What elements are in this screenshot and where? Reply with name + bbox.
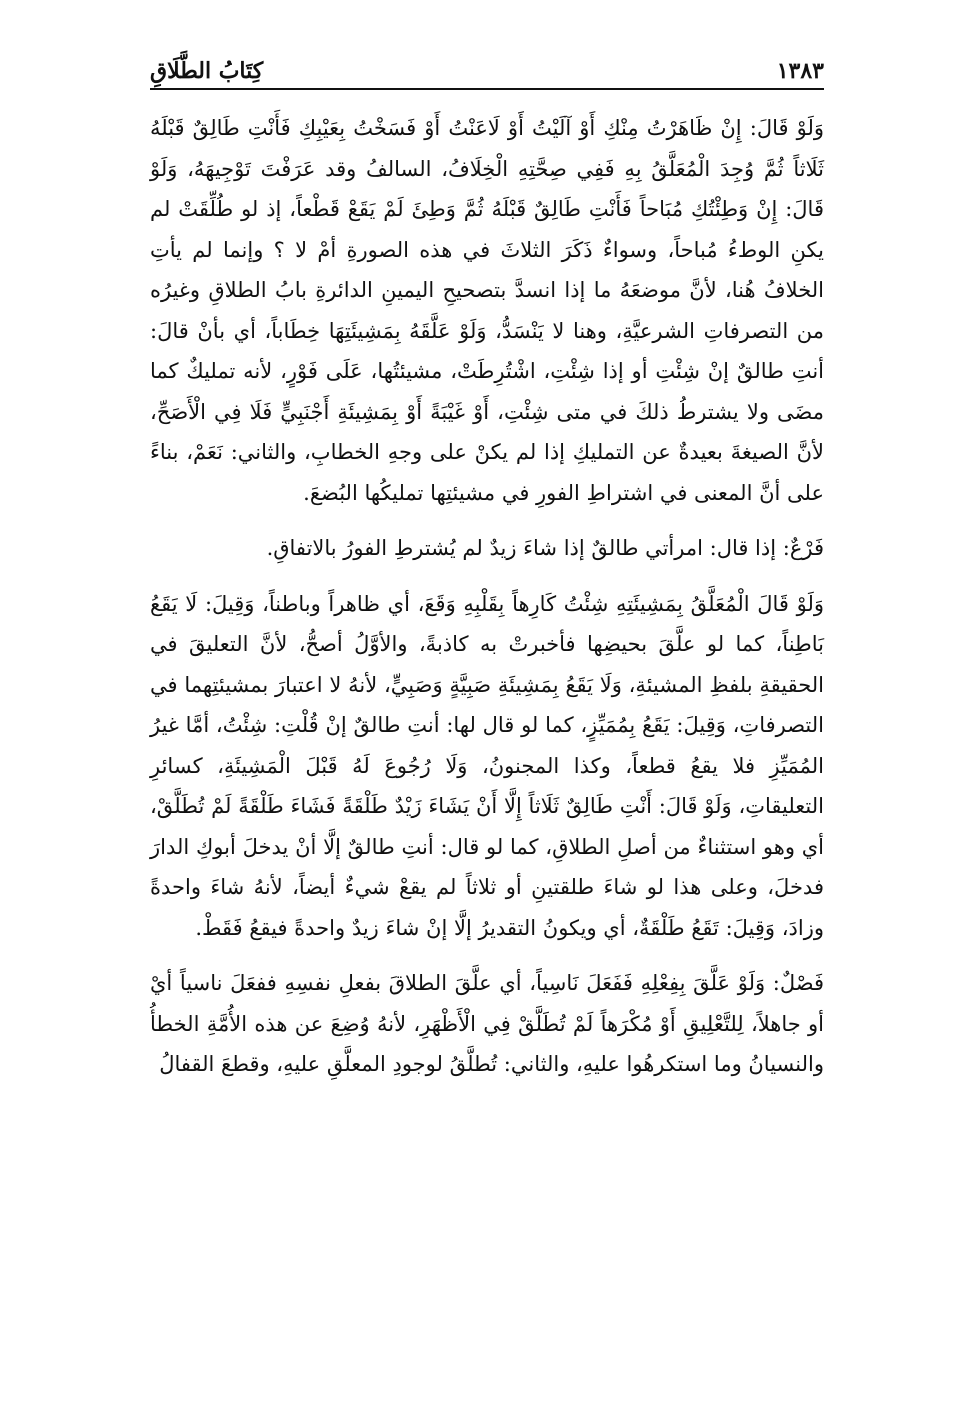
page-body xyxy=(150,108,824,1100)
page-header xyxy=(150,48,824,90)
paragraph: وَلَوْ قَالَ الْمُعَلَّقُ بِمَشِيئَتِهِ شِئْتُ كَارِهاً بِقَلْبِهِ وَقَعَ، أي ظاهراً وباطناً، وَقِيلَ: لَا يَقَعُ بَاطِناً، كما لو علَّقَ بحيضِها فأخبرتْ به كاذبةً، والأوَّلُ أصحُّ، لأنَّ التعليقَ في الحقيقةِ بلفظِ المشيئةِ، وَلَا يَقَعُ بِمَشِيئَةِ صَبِيَّةٍ وَصَبِيٍّ، لأنهُ لا اعتبارَ بمشيئتِهما في التصرفاتِ، وَقِيلَ: يَقَعُ بِمُمَيِّزٍ، كما لو قال لها: أنتِ طالقٌ إنْ قُلْتِ: شِئْتُ، أمَّا غيرُ المُمَيِّزِ فلا يقعُ قطعاً، وكذا المجنونُ، وَلَا رُجُوعَ لَهُ قَبْلَ الْمَشِيئَةِ، كسائرِ التعليقاتِ، وَلَوْ قَالَ: أَنْتِ طَالِقٌ ثَلَاثاً إِلَّا أَنْ يَشَاءَ زَيْدٌ طَلْقَةً فَشَاءَ طَلْقَةً لَمْ تُطَلَّقْ، أي وهو استثناءٌ من أصلِ الطلاقِ، كما لو قال: أنتِ طالقٌ إلَّا أنْ يدخلَ أبوكِ الدارَ فدخلَ، وعلى هذا لو شاءَ طلقتينِ أو ثلاثاً لم يقعْ شيءٌ أيضاً، لأنهُ شاءَ واحدةً وزادَ، وَقِيلَ: تَقَعُ طَلْقَةٌ، أي ويكونُ التقديرُ إلَّا إنْ شاءَ زيدٌ واحدةً فيقعُ فَقَطْ. xyxy=(150,591,824,940)
book-title: كِتَابُ الطَّلَاقِ xyxy=(150,58,264,84)
paragraph: وَلَوْ قَالَ: إِنْ ظَاهَرْتُ مِنْكِ أَوْ آلَيْتُ أَوْ لَاعَنْتُ أَوْ فَسَخْتُ بِعَيْبِكِ فَأَنْتِ طَالِقٌ قَبْلَهُ ثَلَاثاً ثُمَّ وُجِدَ الْمُعَلَّقُ بِهِ فَفِي صِحَّتِهِ الْخِلَافُ، السالفُ وقد عَرَفْتَ تَوْجِيهَهُ، وَلَوْ قَالَ: إِنْ وَطِئْتُكِ مُبَاحاً فَأَنْتِ طَالِقٌ قَبْلَهُ ثُمَّ وَطِئَ لَمْ يَقَعْ قَطْعاً، إذ لو طُلِّقَتْ لم يكنِ الوطءُ مُباحاً، وسواءٌ ذَكَرَ الثلاثَ في هذه الصورةِ أمْ لا ؟ وإنما لم يأتِ الخلافُ هُنا، لأنَّ موضعَهُ ما إذا انسدَّ بتصحيحِ اليمينِ الدائرةِ بابُ الطلاقِ وغيرُه من التصرفاتِ الشرعيَّةِ، وهنا لا يَنْسَدُّ، وَلَوْ عَلَّقَهُ بِمَشِيئَتِهَا خِطَاباً، أي بأنْ قالَ: أنتِ طالقٌ إنْ شِئْتِ أو إذا شِئْتِ، اشْتُرِطَتْ، مشيئتُها، عَلَى فَوْرٍ، لأنه تمليكٌ كما مضَى ولا يشترطُ ذلكَ في متى شِئْتِ، أَوْ غَيْبَةً أَوْ بِمَشِيئَةِ أَجْنَبِيٍّ فَلَا فِي الْأَصَحِّ، لأنَّ الصيغةَ بعيدةٌ عن التمليكِ إذا لم يكنْ على وجهِ الخطابِ، والثاني: نَعَمْ، بناءً على أنَّ المعنى في اشتراطِ الفورِ في مشيئتِها تمليكُها البُضعَ. xyxy=(150,116,824,505)
page-number: ١٣٨٣ xyxy=(776,58,824,84)
paragraph: فَصْلٌ: وَلَوْ عَلَّقَ بِفِعْلِهِ فَفَعَلَ نَاسِياً، أي علَّقَ الطلاقَ بفعلِ نفسِهِ ففعَلَ ناسياً أيْ أو جاهلاً، لِلتَّعْلِيقِ أَوْ مُكْرَهاً لَمْ تُطَلَّقْ فِي الْأَظْهَرِ، لأنهُ وُضِعَ عن هذه الأُمَّةِ الخطأُ والنسيانُ وما استكرهُوا عليهِ، والثاني: تُطلَّقُ لوجودِ المعلَّقِ عليهِ، وقطعَ القفالُ xyxy=(150,971,824,1076)
paragraph: فَرْعٌ: إذا قال: امرأتي طالقٌ إذا شاءَ زيدٌ لم يُشترطِ الفورُ بالاتفاقِ. xyxy=(266,536,824,560)
